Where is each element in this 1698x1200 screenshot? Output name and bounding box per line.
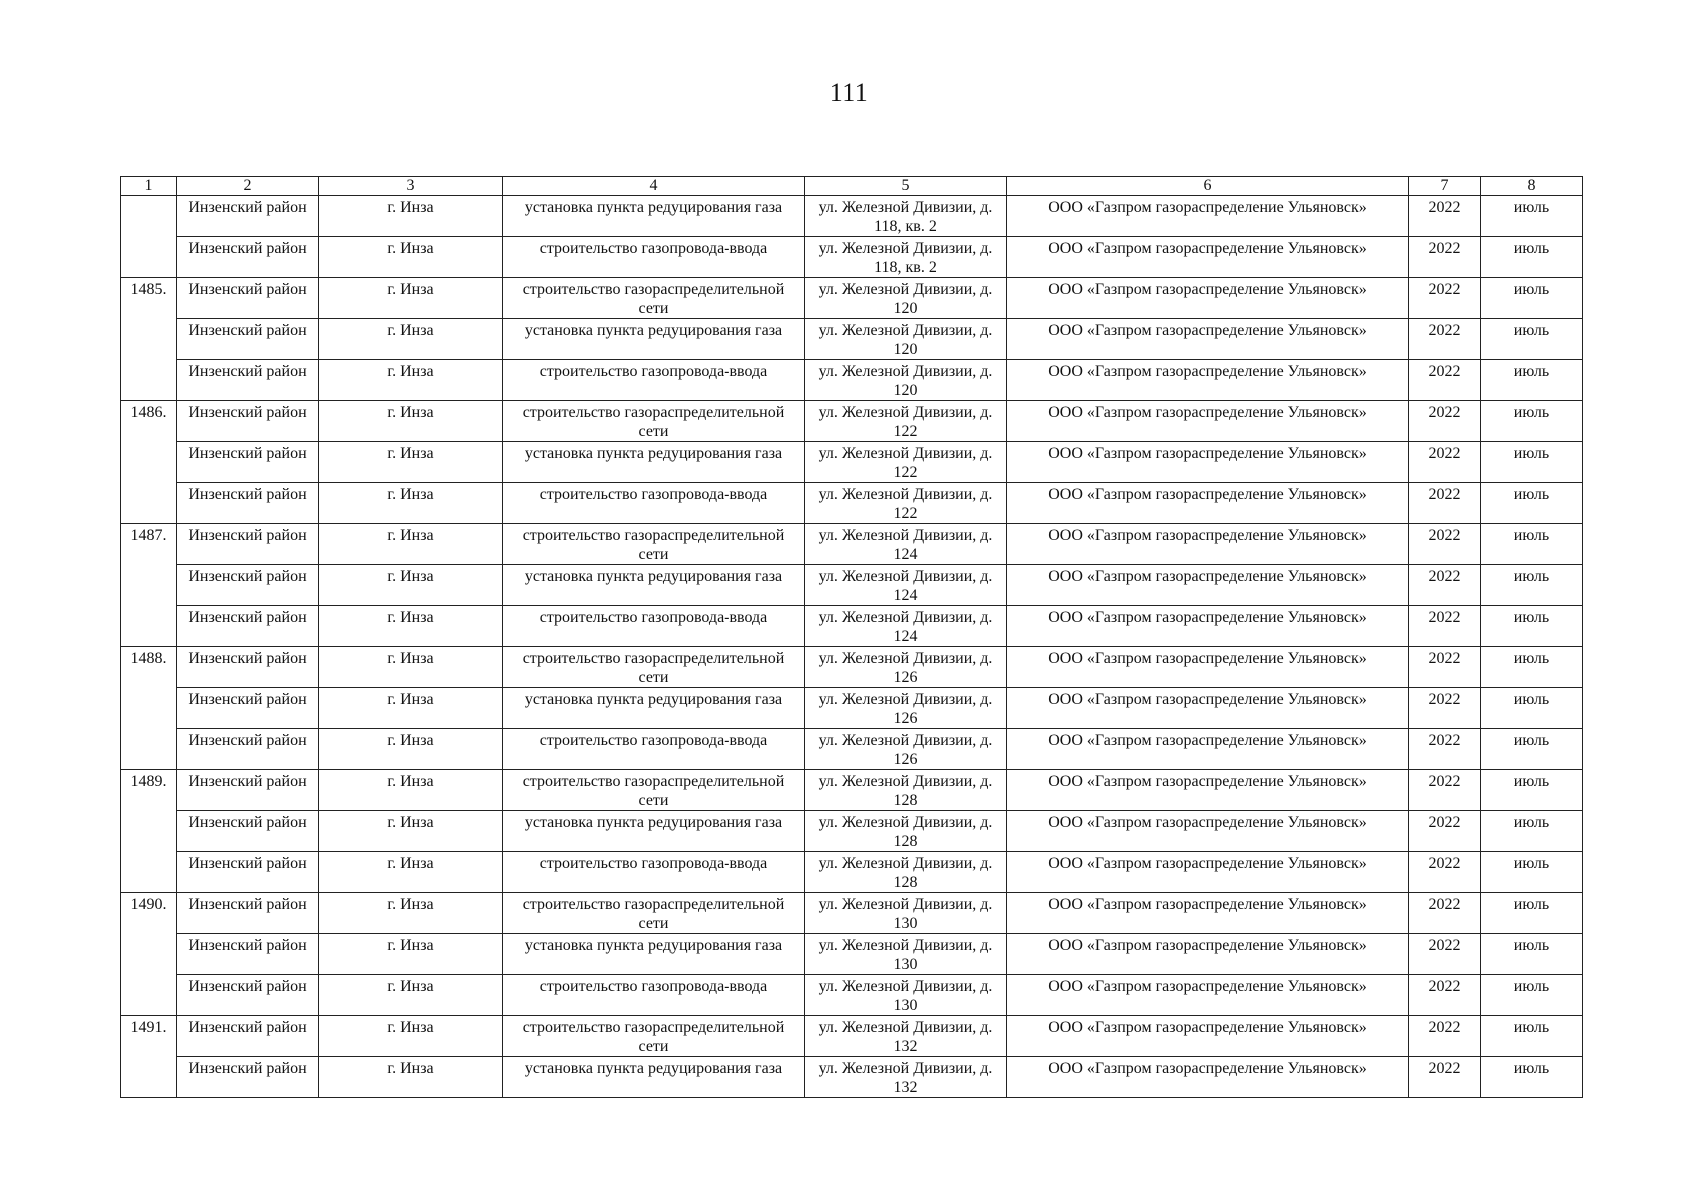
address-cell: ул. Железной Дивизии, д. 130 bbox=[805, 934, 1007, 975]
work-type-cell: установка пункта редуцирования газа bbox=[503, 934, 805, 975]
organization-cell: ООО «Газпром газораспределение Ульяновск» bbox=[1007, 934, 1409, 975]
address-cell: ул. Железной Дивизии, д. 126 bbox=[805, 729, 1007, 770]
district-cell: Инзенский район bbox=[177, 237, 319, 278]
table-row bbox=[121, 1016, 1583, 1057]
month-cell: июль bbox=[1481, 196, 1583, 237]
district-cell: Инзенский район bbox=[177, 893, 319, 934]
organization-cell: ООО «Газпром газораспределение Ульяновск» bbox=[1007, 442, 1409, 483]
district-cell: Инзенский район bbox=[177, 729, 319, 770]
year-cell: 2022 bbox=[1409, 893, 1481, 934]
work-type-cell: установка пункта редуцирования газа bbox=[503, 442, 805, 483]
organization-cell: ООО «Газпром газораспределение Ульяновск» bbox=[1007, 360, 1409, 401]
organization-cell: ООО «Газпром газораспределение Ульяновск» bbox=[1007, 483, 1409, 524]
table-row bbox=[121, 360, 1583, 401]
month-cell: июль bbox=[1481, 278, 1583, 319]
work-type-cell: строительство газопровода-ввода bbox=[503, 729, 805, 770]
organization-cell: ООО «Газпром газораспределение Ульяновск» bbox=[1007, 893, 1409, 934]
month-cell: июль bbox=[1481, 1057, 1583, 1098]
address-cell: ул. Железной Дивизии, д. 126 bbox=[805, 647, 1007, 688]
settlement-cell: г. Инза bbox=[319, 770, 503, 811]
year-cell: 2022 bbox=[1409, 811, 1481, 852]
settlement-cell: г. Инза bbox=[319, 811, 503, 852]
settlement-cell: г. Инза bbox=[319, 483, 503, 524]
column-header: 4 bbox=[503, 177, 805, 196]
year-cell: 2022 bbox=[1409, 237, 1481, 278]
address-cell: ул. Железной Дивизии, д. 126 bbox=[805, 688, 1007, 729]
work-type-cell: строительство газопровода-ввода bbox=[503, 360, 805, 401]
work-type-cell: строительство газораспределительной сети bbox=[503, 278, 805, 319]
work-type-cell: строительство газораспределительной сети bbox=[503, 893, 805, 934]
table-row bbox=[121, 196, 1583, 237]
year-cell: 2022 bbox=[1409, 278, 1481, 319]
column-header: 5 bbox=[805, 177, 1007, 196]
header-row bbox=[121, 177, 1583, 196]
address-cell: ул. Железной Дивизии, д. 122 bbox=[805, 442, 1007, 483]
address-cell: ул. Железной Дивизии, д. 122 bbox=[805, 483, 1007, 524]
district-cell: Инзенский район bbox=[177, 934, 319, 975]
organization-cell: ООО «Газпром газораспределение Ульяновск» bbox=[1007, 1057, 1409, 1098]
district-cell: Инзенский район bbox=[177, 319, 319, 360]
district-cell: Инзенский район bbox=[177, 278, 319, 319]
address-cell: ул. Железной Дивизии, д. 122 bbox=[805, 401, 1007, 442]
table-body bbox=[121, 196, 1583, 1098]
district-cell: Инзенский район bbox=[177, 647, 319, 688]
item-number-cell: 1486. bbox=[121, 401, 177, 524]
table-row bbox=[121, 606, 1583, 647]
address-cell: ул. Железной Дивизии, д. 128 bbox=[805, 811, 1007, 852]
work-type-cell: строительство газораспределительной сети bbox=[503, 770, 805, 811]
address-cell: ул. Железной Дивизии, д. 124 bbox=[805, 524, 1007, 565]
year-cell: 2022 bbox=[1409, 770, 1481, 811]
month-cell: июль bbox=[1481, 1016, 1583, 1057]
table-row bbox=[121, 1057, 1583, 1098]
address-cell: ул. Железной Дивизии, д. 132 bbox=[805, 1016, 1007, 1057]
district-cell: Инзенский район bbox=[177, 852, 319, 893]
year-cell: 2022 bbox=[1409, 606, 1481, 647]
address-cell: ул. Железной Дивизии, д. 120 bbox=[805, 360, 1007, 401]
district-cell: Инзенский район bbox=[177, 565, 319, 606]
settlement-cell: г. Инза bbox=[319, 319, 503, 360]
item-number-cell bbox=[121, 196, 177, 278]
settlement-cell: г. Инза bbox=[319, 1016, 503, 1057]
month-cell: июль bbox=[1481, 565, 1583, 606]
column-header: 7 bbox=[1409, 177, 1481, 196]
year-cell: 2022 bbox=[1409, 319, 1481, 360]
district-cell: Инзенский район bbox=[177, 483, 319, 524]
district-cell: Инзенский район bbox=[177, 524, 319, 565]
address-cell: ул. Железной Дивизии, д. 124 bbox=[805, 606, 1007, 647]
work-type-cell: строительство газопровода-ввода bbox=[503, 852, 805, 893]
table-row bbox=[121, 565, 1583, 606]
settlement-cell: г. Инза bbox=[319, 278, 503, 319]
organization-cell: ООО «Газпром газораспределение Ульяновск» bbox=[1007, 237, 1409, 278]
work-type-cell: строительство газораспределительной сети bbox=[503, 1016, 805, 1057]
table-row bbox=[121, 319, 1583, 360]
year-cell: 2022 bbox=[1409, 565, 1481, 606]
month-cell: июль bbox=[1481, 811, 1583, 852]
month-cell: июль bbox=[1481, 524, 1583, 565]
schedule-table bbox=[120, 176, 1583, 1098]
organization-cell: ООО «Газпром газораспределение Ульяновск» bbox=[1007, 524, 1409, 565]
table-row bbox=[121, 893, 1583, 934]
district-cell: Инзенский район bbox=[177, 196, 319, 237]
table-row bbox=[121, 770, 1583, 811]
district-cell: Инзенский район bbox=[177, 442, 319, 483]
district-cell: Инзенский район bbox=[177, 811, 319, 852]
table-row bbox=[121, 524, 1583, 565]
organization-cell: ООО «Газпром газораспределение Ульяновск» bbox=[1007, 1016, 1409, 1057]
month-cell: июль bbox=[1481, 319, 1583, 360]
address-cell: ул. Железной Дивизии, д. 124 bbox=[805, 565, 1007, 606]
month-cell: июль bbox=[1481, 442, 1583, 483]
work-type-cell: строительство газораспределительной сети bbox=[503, 647, 805, 688]
month-cell: июль bbox=[1481, 360, 1583, 401]
organization-cell: ООО «Газпром газораспределение Ульяновск» bbox=[1007, 729, 1409, 770]
year-cell: 2022 bbox=[1409, 1057, 1481, 1098]
year-cell: 2022 bbox=[1409, 196, 1481, 237]
organization-cell: ООО «Газпром газораспределение Ульяновск» bbox=[1007, 319, 1409, 360]
organization-cell: ООО «Газпром газораспределение Ульяновск» bbox=[1007, 606, 1409, 647]
work-type-cell: установка пункта редуцирования газа bbox=[503, 196, 805, 237]
item-number-cell: 1491. bbox=[121, 1016, 177, 1098]
work-type-cell: строительство газопровода-ввода bbox=[503, 606, 805, 647]
table-row bbox=[121, 647, 1583, 688]
address-cell: ул. Железной Дивизии, д. 130 bbox=[805, 975, 1007, 1016]
month-cell: июль bbox=[1481, 237, 1583, 278]
work-type-cell: строительство газопровода-ввода bbox=[503, 975, 805, 1016]
month-cell: июль bbox=[1481, 729, 1583, 770]
work-type-cell: строительство газораспределительной сети bbox=[503, 401, 805, 442]
month-cell: июль bbox=[1481, 606, 1583, 647]
district-cell: Инзенский район bbox=[177, 975, 319, 1016]
column-header: 1 bbox=[121, 177, 177, 196]
address-cell: ул. Железной Дивизии, д. 118, кв. 2 bbox=[805, 196, 1007, 237]
year-cell: 2022 bbox=[1409, 647, 1481, 688]
year-cell: 2022 bbox=[1409, 360, 1481, 401]
settlement-cell: г. Инза bbox=[319, 975, 503, 1016]
table-row bbox=[121, 811, 1583, 852]
table-row bbox=[121, 278, 1583, 319]
table-row bbox=[121, 237, 1583, 278]
organization-cell: ООО «Газпром газораспределение Ульяновск» bbox=[1007, 196, 1409, 237]
district-cell: Инзенский район bbox=[177, 360, 319, 401]
work-type-cell: строительство газопровода-ввода bbox=[503, 483, 805, 524]
district-cell: Инзенский район bbox=[177, 1057, 319, 1098]
address-cell: ул. Железной Дивизии, д. 118, кв. 2 bbox=[805, 237, 1007, 278]
settlement-cell: г. Инза bbox=[319, 524, 503, 565]
column-header: 6 bbox=[1007, 177, 1409, 196]
table-row bbox=[121, 442, 1583, 483]
settlement-cell: г. Инза bbox=[319, 401, 503, 442]
year-cell: 2022 bbox=[1409, 442, 1481, 483]
year-cell: 2022 bbox=[1409, 934, 1481, 975]
work-type-cell: установка пункта редуцирования газа bbox=[503, 1057, 805, 1098]
settlement-cell: г. Инза bbox=[319, 442, 503, 483]
address-cell: ул. Железной Дивизии, д. 120 bbox=[805, 278, 1007, 319]
month-cell: июль bbox=[1481, 975, 1583, 1016]
table-row bbox=[121, 852, 1583, 893]
year-cell: 2022 bbox=[1409, 729, 1481, 770]
organization-cell: ООО «Газпром газораспределение Ульяновск» bbox=[1007, 852, 1409, 893]
year-cell: 2022 bbox=[1409, 852, 1481, 893]
month-cell: июль bbox=[1481, 934, 1583, 975]
settlement-cell: г. Инза bbox=[319, 688, 503, 729]
district-cell: Инзенский район bbox=[177, 1016, 319, 1057]
table-row bbox=[121, 483, 1583, 524]
work-type-cell: строительство газопровода-ввода bbox=[503, 237, 805, 278]
month-cell: июль bbox=[1481, 770, 1583, 811]
item-number-cell: 1488. bbox=[121, 647, 177, 770]
item-number-cell: 1487. bbox=[121, 524, 177, 647]
organization-cell: ООО «Газпром газораспределение Ульяновск» bbox=[1007, 401, 1409, 442]
column-header: 2 bbox=[177, 177, 319, 196]
district-cell: Инзенский район bbox=[177, 770, 319, 811]
month-cell: июль bbox=[1481, 852, 1583, 893]
year-cell: 2022 bbox=[1409, 975, 1481, 1016]
settlement-cell: г. Инза bbox=[319, 729, 503, 770]
table-row bbox=[121, 401, 1583, 442]
settlement-cell: г. Инза bbox=[319, 893, 503, 934]
organization-cell: ООО «Газпром газораспределение Ульяновск» bbox=[1007, 565, 1409, 606]
organization-cell: ООО «Газпром газораспределение Ульяновск» bbox=[1007, 647, 1409, 688]
table-row bbox=[121, 729, 1583, 770]
work-type-cell: установка пункта редуцирования газа bbox=[503, 688, 805, 729]
year-cell: 2022 bbox=[1409, 1016, 1481, 1057]
district-cell: Инзенский район bbox=[177, 401, 319, 442]
settlement-cell: г. Инза bbox=[319, 237, 503, 278]
year-cell: 2022 bbox=[1409, 401, 1481, 442]
address-cell: ул. Железной Дивизии, д. 120 bbox=[805, 319, 1007, 360]
address-cell: ул. Железной Дивизии, д. 130 bbox=[805, 893, 1007, 934]
month-cell: июль bbox=[1481, 688, 1583, 729]
year-cell: 2022 bbox=[1409, 688, 1481, 729]
item-number-cell: 1489. bbox=[121, 770, 177, 893]
settlement-cell: г. Инза bbox=[319, 606, 503, 647]
month-cell: июль bbox=[1481, 647, 1583, 688]
settlement-cell: г. Инза bbox=[319, 647, 503, 688]
settlement-cell: г. Инза bbox=[319, 360, 503, 401]
settlement-cell: г. Инза bbox=[319, 196, 503, 237]
month-cell: июль bbox=[1481, 401, 1583, 442]
year-cell: 2022 bbox=[1409, 524, 1481, 565]
organization-cell: ООО «Газпром газораспределение Ульяновск» bbox=[1007, 770, 1409, 811]
district-cell: Инзенский район bbox=[177, 606, 319, 647]
month-cell: июль bbox=[1481, 483, 1583, 524]
organization-cell: ООО «Газпром газораспределение Ульяновск» bbox=[1007, 278, 1409, 319]
year-cell: 2022 bbox=[1409, 483, 1481, 524]
table-row bbox=[121, 934, 1583, 975]
settlement-cell: г. Инза bbox=[319, 934, 503, 975]
organization-cell: ООО «Газпром газораспределение Ульяновск» bbox=[1007, 688, 1409, 729]
work-type-cell: установка пункта редуцирования газа bbox=[503, 319, 805, 360]
column-header: 8 bbox=[1481, 177, 1583, 196]
address-cell: ул. Железной Дивизии, д. 128 bbox=[805, 852, 1007, 893]
table-row bbox=[121, 975, 1583, 1016]
item-number-cell: 1485. bbox=[121, 278, 177, 401]
work-type-cell: строительство газораспределительной сети bbox=[503, 524, 805, 565]
organization-cell: ООО «Газпром газораспределение Ульяновск» bbox=[1007, 811, 1409, 852]
work-type-cell: установка пункта редуцирования газа bbox=[503, 811, 805, 852]
district-cell: Инзенский район bbox=[177, 688, 319, 729]
column-header: 3 bbox=[319, 177, 503, 196]
settlement-cell: г. Инза bbox=[319, 1057, 503, 1098]
address-cell: ул. Железной Дивизии, д. 128 bbox=[805, 770, 1007, 811]
page-number: 111 bbox=[829, 78, 869, 107]
address-cell: ул. Железной Дивизии, д. 132 bbox=[805, 1057, 1007, 1098]
work-type-cell: установка пункта редуцирования газа bbox=[503, 565, 805, 606]
table-row bbox=[121, 688, 1583, 729]
settlement-cell: г. Инза bbox=[319, 565, 503, 606]
settlement-cell: г. Инза bbox=[319, 852, 503, 893]
organization-cell: ООО «Газпром газораспределение Ульяновск» bbox=[1007, 975, 1409, 1016]
item-number-cell: 1490. bbox=[121, 893, 177, 1016]
month-cell: июль bbox=[1481, 893, 1583, 934]
table-header bbox=[121, 177, 1583, 196]
